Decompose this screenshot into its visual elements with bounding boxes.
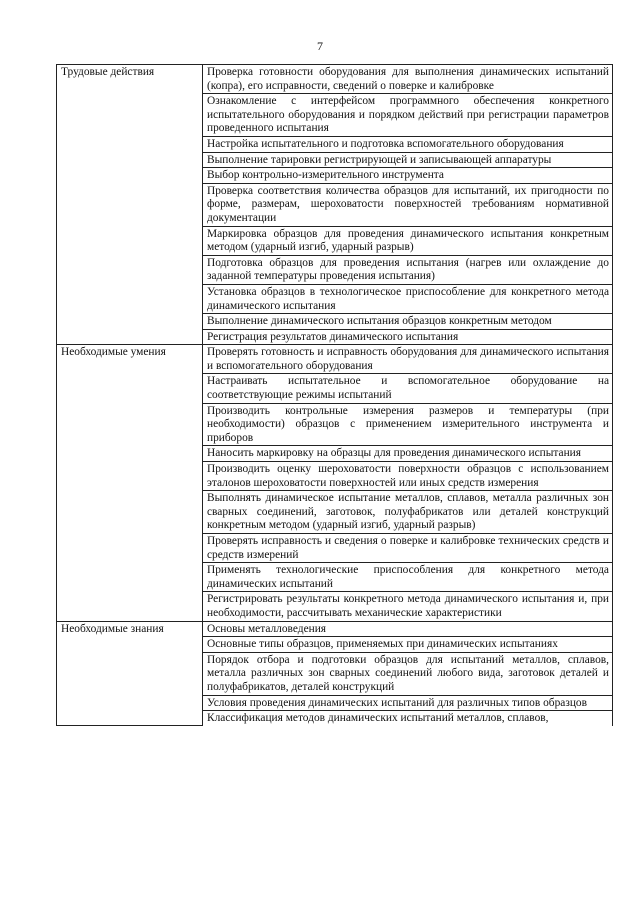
requirement-item: Производить оценку шероховатости поверхности образцов с использованием эталонов шероховатости поверхностей или иных средств измерения <box>203 462 613 491</box>
requirement-item: Настраивать испытательное и вспомогательное оборудование на соответствующие режимы испытаний <box>203 374 613 403</box>
section-label: Необходимые знания <box>57 621 203 726</box>
requirement-item: Выполнение динамического испытания образцов конкретным методом <box>203 314 613 330</box>
requirement-item: Регистрация результатов динамического испытания <box>203 329 613 345</box>
requirement-item: Выбор контрольно-измерительного инструмента <box>203 168 613 184</box>
requirements-table-body <box>57 65 613 726</box>
requirement-item: Проверять исправность и сведения о поверке и калибровке технических средств и средств измерений <box>203 534 613 563</box>
requirement-item: Проверка соответствия количества образцов для испытаний, их пригодности по форме, размерам, шероховатости поверхностей требованиям нормативной документации <box>203 183 613 226</box>
requirement-item: Подготовка образцов для проведения испытания (нагрев или охлаждение до заданной температуры проведения испытания) <box>203 255 613 284</box>
requirement-item: Основные типы образцов, применяемых при динамических испытаниях <box>203 637 613 653</box>
page-number: 7 <box>317 39 323 53</box>
requirement-item: Классификация методов динамических испытаний металлов, сплавов, <box>203 711 613 726</box>
table-row <box>57 345 613 374</box>
table-row <box>57 65 613 94</box>
requirement-item: Настройка испытательного и подготовка вспомогательного оборудования <box>203 136 613 152</box>
requirement-item: Выполнять динамическое испытание металлов, сплавов, металла различных зон сварных соединений, заготовок, полуфабрикатов или деталей конструкций конкретным методом (ударный изгиб, ударный разрыв) <box>203 491 613 534</box>
requirement-item: Наносить маркировку на образцы для проведения динамического испытания <box>203 446 613 462</box>
requirement-item: Производить контрольные измерения размеров и температуры (при необходимости) образцов с применением измерительного инструмента и приборов <box>203 403 613 446</box>
requirement-item: Проверка готовности оборудования для выполнения динамических испытаний (копра), его исправности, сведений о поверке и калибровке <box>203 65 613 94</box>
requirement-item: Основы металловедения <box>203 621 613 637</box>
section-label: Необходимые умения <box>57 345 203 621</box>
section-label: Трудовые действия <box>57 65 203 345</box>
requirements-table <box>56 64 613 726</box>
requirement-item: Применять технологические приспособления для конкретного метода динамических испытаний <box>203 563 613 592</box>
requirement-item: Ознакомление с интерфейсом программного обеспечения конкретного испытательного оборудования и порядком действий при регистрации параметров проведенного испытания <box>203 94 613 137</box>
requirement-item: Проверять готовность и исправность оборудования для динамического испытания и вспомогательного оборудования <box>203 345 613 374</box>
requirement-item: Условия проведения динамических испытаний для различных типов образцов <box>203 695 613 711</box>
requirement-item: Порядок отбора и подготовки образцов для испытаний металлов, сплавов, металла различных зон сварных соединений любого вида, заготовок деталей и полуфабрикатов, деталей конструкций <box>203 652 613 695</box>
table-row <box>57 621 613 637</box>
requirement-item: Маркировка образцов для проведения динамического испытания конкретным методом (ударный изгиб, ударный разрыв) <box>203 226 613 255</box>
requirement-item: Установка образцов в технологическое приспособление для конкретного метода динамического испытания <box>203 284 613 313</box>
requirement-item: Регистрировать результаты конкретного метода динамического испытания и, при необходимости, рассчитывать механические характеристики <box>203 592 613 621</box>
requirement-item: Выполнение тарировки регистрирующей и записывающей аппаратуры <box>203 152 613 168</box>
